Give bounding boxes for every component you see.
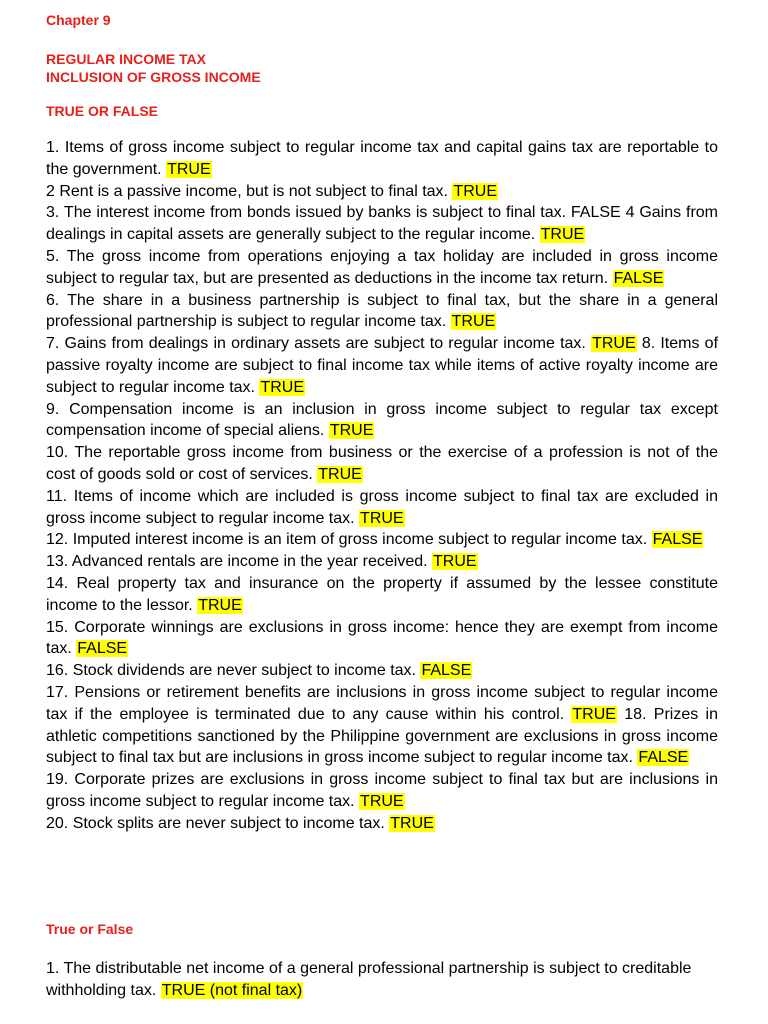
question-text: 12. Imputed interest income is an item of gross income subject to regular income tax.: [46, 531, 648, 549]
question-item: [46, 960, 691, 999]
answer-highlight: TRUE: [318, 465, 362, 483]
question-item: [46, 662, 472, 679]
answer-highlight: FALSE: [613, 269, 664, 287]
answer-highlight: TRUE: [451, 313, 496, 331]
question-item: [46, 401, 718, 440]
answer-highlight: TRUE: [540, 226, 585, 244]
answer-highlight: TRUE: [360, 509, 404, 527]
second-section-title: True or False: [46, 921, 134, 937]
answer-highlight: TRUE: [390, 814, 434, 832]
true-or-false-title: TRUE OR FALSE: [46, 103, 159, 119]
question-text: 3. The interest income from bonds issued by banks is subject to final tax. FALSE 4 Gains from dealings in capital assets are generally subject to the regular income.: [46, 204, 718, 244]
question-text: 20. Stock splits are never subject to income tax.: [46, 814, 385, 832]
question-text: 8. Items of passive royalty income are subject to final income tax while items of active royalty income are subject to regular income tax.: [46, 335, 719, 396]
section-heading: [46, 50, 261, 86]
question-text: 7. Gains from dealings in ordinary assets are subject to regular income tax.: [46, 335, 586, 353]
question-item: [46, 444, 718, 483]
answer-highlight: TRUE: [167, 160, 211, 178]
question-text: 9. Compensation income is an inclusion in gross income subject to regular tax except compensation income of special aliens.: [46, 400, 718, 440]
question-item: [46, 771, 718, 810]
question-text: 6. The share in a business partnership is subject to final tax, but the share in a general professional partnership is subject to regular income tax.: [46, 291, 718, 331]
question-text: 2 Rent is a passive income, but is not subject to final tax.: [46, 182, 448, 200]
answer-highlight: FALSE: [421, 662, 472, 680]
question-text: 11. Items of income which are included is gross income subject to final tax are excluded in gross income subject to regular income tax.: [46, 487, 718, 527]
question-text: 16. Stock dividends are never subject to income tax.: [46, 662, 416, 680]
answer-highlight: FALSE: [652, 531, 703, 549]
question-item: [46, 139, 718, 178]
answer-highlight: TRUE: [592, 335, 636, 353]
question-item: [46, 815, 435, 832]
question-text: 1. The distributable net income of a general professional partnership is subject to creditable withholding tax.: [46, 960, 692, 999]
question-text: 17. Pensions or retirement benefits are inclusions in gross income subject to regular income tax if the employee is terminated due to any cause within his control.: [46, 683, 718, 723]
answer-highlight: TRUE: [453, 182, 497, 200]
answer-highlight: TRUE: [329, 422, 374, 440]
question-item: [46, 335, 642, 352]
question-item: [46, 292, 718, 331]
answer-highlight: TRUE: [198, 596, 242, 614]
question-text: 10. The reportable gross income from business or the exercise of a profession is not of the cost of goods sold or cost of services.: [46, 444, 718, 483]
question-text: 1. Items of gross income subject to regular income tax and capital gains tax are reportable to the government.: [46, 139, 718, 178]
question-item: [46, 183, 498, 200]
heading-line-2: INCLUSION OF GROSS INCOME: [46, 69, 261, 85]
question-item: [46, 531, 703, 548]
question-item: [46, 488, 718, 527]
question-item: [46, 553, 478, 570]
heading-line-1: REGULAR INCOME TAX: [46, 51, 206, 67]
answer-highlight: TRUE: [572, 705, 616, 723]
second-question-list: [46, 958, 718, 1002]
question-item: [46, 248, 718, 287]
question-item: [46, 204, 718, 243]
question-text: 5. The gross income from operations enjoying a tax holiday are included in gross income subject to regular tax, but are presented as deductions in the income tax return.: [46, 247, 718, 287]
question-text: 15. Corporate winnings are exclusions in gross income: hence they are exempt from income tax.: [46, 618, 718, 658]
question-list: [46, 137, 718, 835]
question-item: [46, 684, 718, 723]
answer-highlight: TRUE (not final tax): [161, 981, 303, 999]
answer-highlight: FALSE: [77, 640, 128, 658]
answer-highlight: TRUE: [433, 553, 477, 571]
answer-highlight: TRUE: [260, 378, 305, 396]
answer-highlight: FALSE: [638, 749, 689, 767]
question-text: 19. Corporate prizes are exclusions in gross income subject to final tax but are inclusions in gross income subject to regular income tax.: [46, 771, 718, 810]
chapter-title: Chapter 9: [46, 12, 111, 28]
question-item: [46, 575, 718, 614]
question-item: [46, 619, 718, 658]
answer-highlight: TRUE: [360, 792, 404, 810]
question-text: 18. Prizes in athletic competitions sanctioned by the Philippine government are exclusions in gross income subject to final tax but are inclusions in gross income subject to regular income tax.: [46, 705, 719, 767]
question-text: 14. Real property tax and insurance on the property if assumed by the lessee constitute income to the lessor.: [46, 574, 718, 614]
question-text: 13. Advanced rentals are income in the year received.: [46, 553, 428, 571]
